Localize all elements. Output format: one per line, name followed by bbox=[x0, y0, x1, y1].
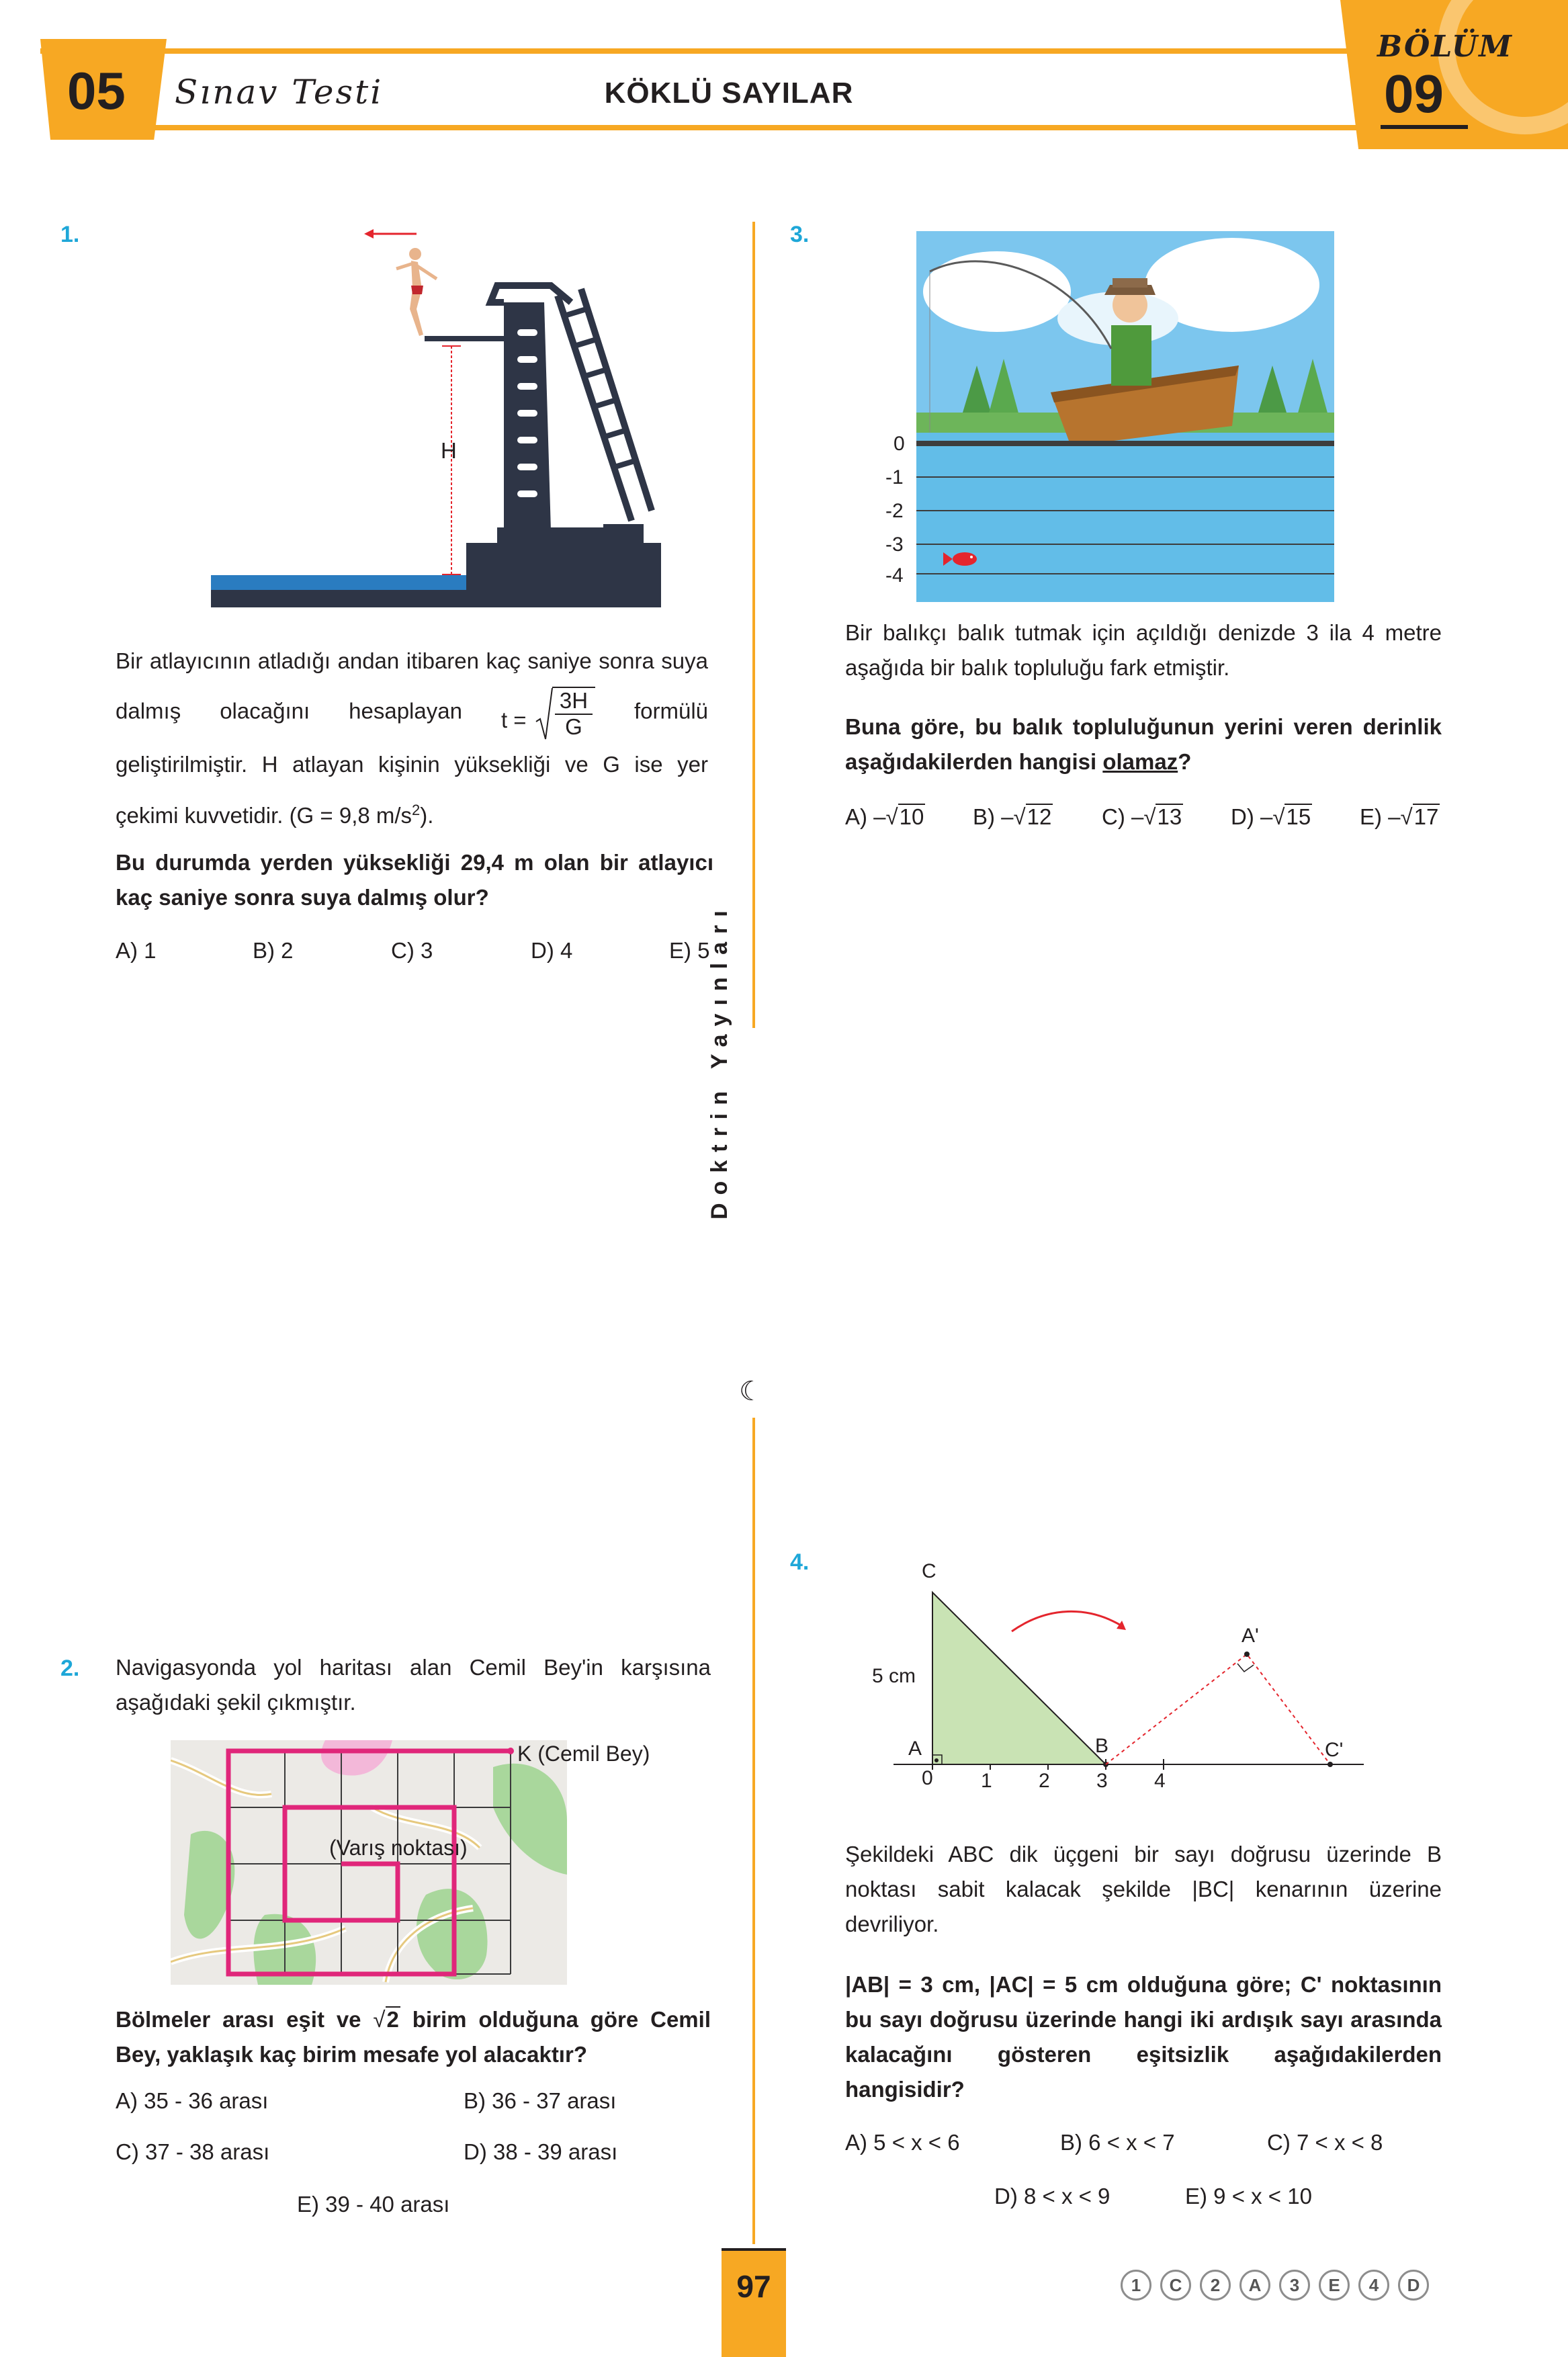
q3-option-d[interactable]: D) –√15 bbox=[1231, 804, 1311, 829]
q3-depth-0: 0 bbox=[894, 433, 905, 455]
q1-formula-den: G bbox=[565, 714, 582, 739]
q1-option-c[interactable]: C) 3 bbox=[391, 938, 433, 963]
answer-key-q2: 2 bbox=[1200, 2270, 1231, 2301]
answer-key-a2: A bbox=[1239, 2270, 1270, 2301]
q1-formula-num: 3H bbox=[552, 687, 595, 714]
q4-label-a: A bbox=[908, 1738, 922, 1760]
answer-key-q4: 4 bbox=[1358, 2270, 1389, 2301]
q4-label-c: C bbox=[922, 1560, 937, 1582]
q1-height-label: H bbox=[441, 438, 457, 463]
q3-option-d-prefix: D) – bbox=[1231, 804, 1273, 829]
q1-option-a[interactable]: A) 1 bbox=[116, 938, 157, 963]
topic-title: KÖKLÜ SAYILAR bbox=[604, 77, 854, 110]
test-number: 05 bbox=[67, 61, 126, 120]
q3-question bbox=[845, 710, 1442, 779]
q4-option-a[interactable]: A) 5 < x < 6 bbox=[845, 2130, 960, 2155]
answer-key bbox=[1121, 2270, 1438, 2303]
q3-option-e-prefix: E) – bbox=[1360, 804, 1401, 829]
q3-option-b-prefix: B) – bbox=[973, 804, 1014, 829]
q4-text: Şekildeki ABC dik üçgeni bir sayı doğrusu üzerinde B noktası sabit kalacak şekilde |BC| kenarının üzerine devriliyor. bbox=[845, 1842, 1442, 1936]
q1-text bbox=[116, 638, 708, 839]
section-underline bbox=[1381, 125, 1468, 129]
column-divider-top bbox=[752, 222, 755, 1028]
q1-text-3-end: ). bbox=[420, 803, 434, 828]
q1-text-2: formülü bbox=[634, 698, 709, 724]
q3-option-c-root: 13 bbox=[1157, 804, 1182, 829]
radical-sign-icon bbox=[535, 687, 554, 740]
q2-text: Navigasyonda yol haritası alan Cemil Bey'in karşısına aşağıdaki şekil çıkmıştır. bbox=[116, 1655, 711, 1715]
q4-label-side: 5 cm bbox=[872, 1665, 916, 1687]
q4-tick-0: 0 bbox=[922, 1767, 933, 1789]
q2-question-root: 2 bbox=[386, 2007, 399, 2032]
q1-option-e[interactable]: E) 5 bbox=[669, 938, 710, 963]
column-divider-bottom bbox=[752, 1418, 755, 2244]
q2-number: 2. bbox=[60, 1656, 80, 1681]
q4-option-e[interactable]: E) 9 < x < 10 bbox=[1185, 2184, 1312, 2209]
q3-fishing-figure bbox=[916, 231, 1334, 602]
q4-tick-2: 2 bbox=[1039, 1770, 1050, 1792]
q4-question: |AB| = 3 cm, |AC| = 5 cm olduğuna göre; C' noktasının bu sayı doğrusu üzerinde hangi iki ardışık sayı arasında kalacağını gösteren eşitsizlik aşağıdakilerden hangisidir? bbox=[845, 1972, 1442, 2102]
answer-key-q3: 3 bbox=[1279, 2270, 1310, 2301]
q3-option-d-root: 15 bbox=[1286, 804, 1311, 829]
q2-target-label: (Varış noktası) bbox=[329, 1836, 468, 1860]
header-rule bbox=[40, 48, 1451, 54]
q2-question bbox=[116, 2002, 711, 2072]
test-label: Sınav Testi bbox=[175, 73, 384, 112]
q3-option-b[interactable]: B) –√12 bbox=[973, 804, 1052, 829]
q4-number: 4. bbox=[790, 1549, 810, 1575]
q4-tick-4: 4 bbox=[1154, 1770, 1166, 1792]
q1-option-b[interactable]: B) 2 bbox=[253, 938, 294, 963]
q4-tick-3: 3 bbox=[1096, 1770, 1108, 1792]
q3-question-emphasis: olamaz bbox=[1102, 749, 1178, 774]
q3-option-c-prefix: C) – bbox=[1102, 804, 1144, 829]
publisher-name: Doktrin Yayınları bbox=[707, 902, 732, 1219]
q3-option-a-prefix: A) – bbox=[845, 804, 886, 829]
q1-formula bbox=[501, 684, 595, 742]
q3-number: 3. bbox=[790, 222, 810, 247]
q2-question-suffix: birim olduğuna göre Cemil Bey, yaklaşık kaç birim mesafe yol alacaktır? bbox=[116, 2007, 711, 2067]
q2-question-prefix: Bölmeler arası eşit ve bbox=[116, 2007, 361, 2032]
q2-start-label: K (Cemil Bey) bbox=[517, 1742, 650, 1766]
q3-question-end: ? bbox=[1178, 749, 1192, 774]
q3-option-e[interactable]: E) –√17 bbox=[1360, 804, 1439, 829]
section-number: 09 bbox=[1384, 64, 1444, 124]
q3-text: Bir balıkçı balık tutmak için açıldığı denizde 3 ila 4 metre aşağıda bir balık topluluğu fark etmiştir. bbox=[845, 620, 1442, 680]
q2-option-e[interactable]: E) 39 - 40 arası bbox=[297, 2192, 450, 2217]
q2-option-c[interactable]: C) 37 - 38 arası bbox=[116, 2139, 270, 2164]
q1-number: 1. bbox=[60, 222, 80, 247]
q1-diving-figure bbox=[208, 222, 665, 611]
q4-option-b[interactable]: B) 6 < x < 7 bbox=[1060, 2130, 1175, 2155]
q1-formula-t: t = bbox=[500, 708, 527, 732]
q2-option-b[interactable]: B) 36 - 37 arası bbox=[464, 2088, 617, 2113]
q4-label-c-prime: C' bbox=[1325, 1739, 1344, 1761]
answer-key-a3: E bbox=[1319, 2270, 1350, 2301]
q4-option-d[interactable]: D) 8 < x < 9 bbox=[994, 2184, 1110, 2209]
q4-triangle-figure bbox=[867, 1566, 1377, 1794]
q2-option-a[interactable]: A) 35 - 36 arası bbox=[116, 2088, 269, 2113]
q1-question: Bu durumda yerden yüksekliği 29,4 m olan bir atlayıcı kaç saniye sonra suya dalmış olur? bbox=[116, 850, 713, 910]
radical-sign-icon: √ bbox=[373, 2007, 386, 2032]
q1-option-d[interactable]: D) 4 bbox=[531, 938, 573, 963]
q4-tick-1: 1 bbox=[981, 1770, 992, 1792]
q3-option-c[interactable]: C) –√13 bbox=[1102, 804, 1182, 829]
header-rule-lower bbox=[121, 125, 1397, 130]
q3-depth-1: -1 bbox=[885, 466, 904, 488]
publisher-logo-icon: ☾ bbox=[739, 1377, 763, 1406]
q3-depth-3: -3 bbox=[885, 533, 904, 556]
q1-text-1: Bir atlayıcının atladığı andan itibaren kaç saniye sonra suya dalmış olacağını hesaplayan bbox=[116, 648, 708, 724]
q4-label-a-prime: A' bbox=[1242, 1625, 1259, 1647]
section-label: BÖLÜM bbox=[1377, 30, 1513, 64]
answer-key-a4: D bbox=[1398, 2270, 1429, 2301]
q3-option-e-root: 17 bbox=[1413, 804, 1439, 829]
q4-label-b: B bbox=[1095, 1735, 1109, 1757]
q3-option-b-root: 12 bbox=[1027, 804, 1052, 829]
q3-question-prefix: Buna göre, bu balık topluluğunun yerini veren derinlik aşağıdakilerden hangisi bbox=[845, 714, 1442, 774]
q3-depth-2: -2 bbox=[885, 500, 904, 522]
answer-key-a1: C bbox=[1160, 2270, 1191, 2301]
q3-option-a[interactable]: A) –√10 bbox=[845, 804, 924, 829]
page-number: 97 bbox=[736, 2269, 771, 2304]
q1-text-3-sup: 2 bbox=[412, 802, 421, 818]
q1-text-3: geliştirilmiştir. H atlayan kişinin yüksekliği ve G ise yer çekimi kuvvetidir. (G = 9,8 m/s bbox=[116, 752, 708, 828]
answer-key-q1: 1 bbox=[1121, 2270, 1151, 2301]
q3-depth-4: -4 bbox=[885, 564, 904, 587]
q2-map-figure bbox=[171, 1740, 567, 1985]
q3-option-a-root: 10 bbox=[899, 804, 924, 829]
q2-option-d[interactable]: D) 38 - 39 arası bbox=[464, 2139, 618, 2164]
q4-option-c[interactable]: C) 7 < x < 8 bbox=[1267, 2130, 1383, 2155]
